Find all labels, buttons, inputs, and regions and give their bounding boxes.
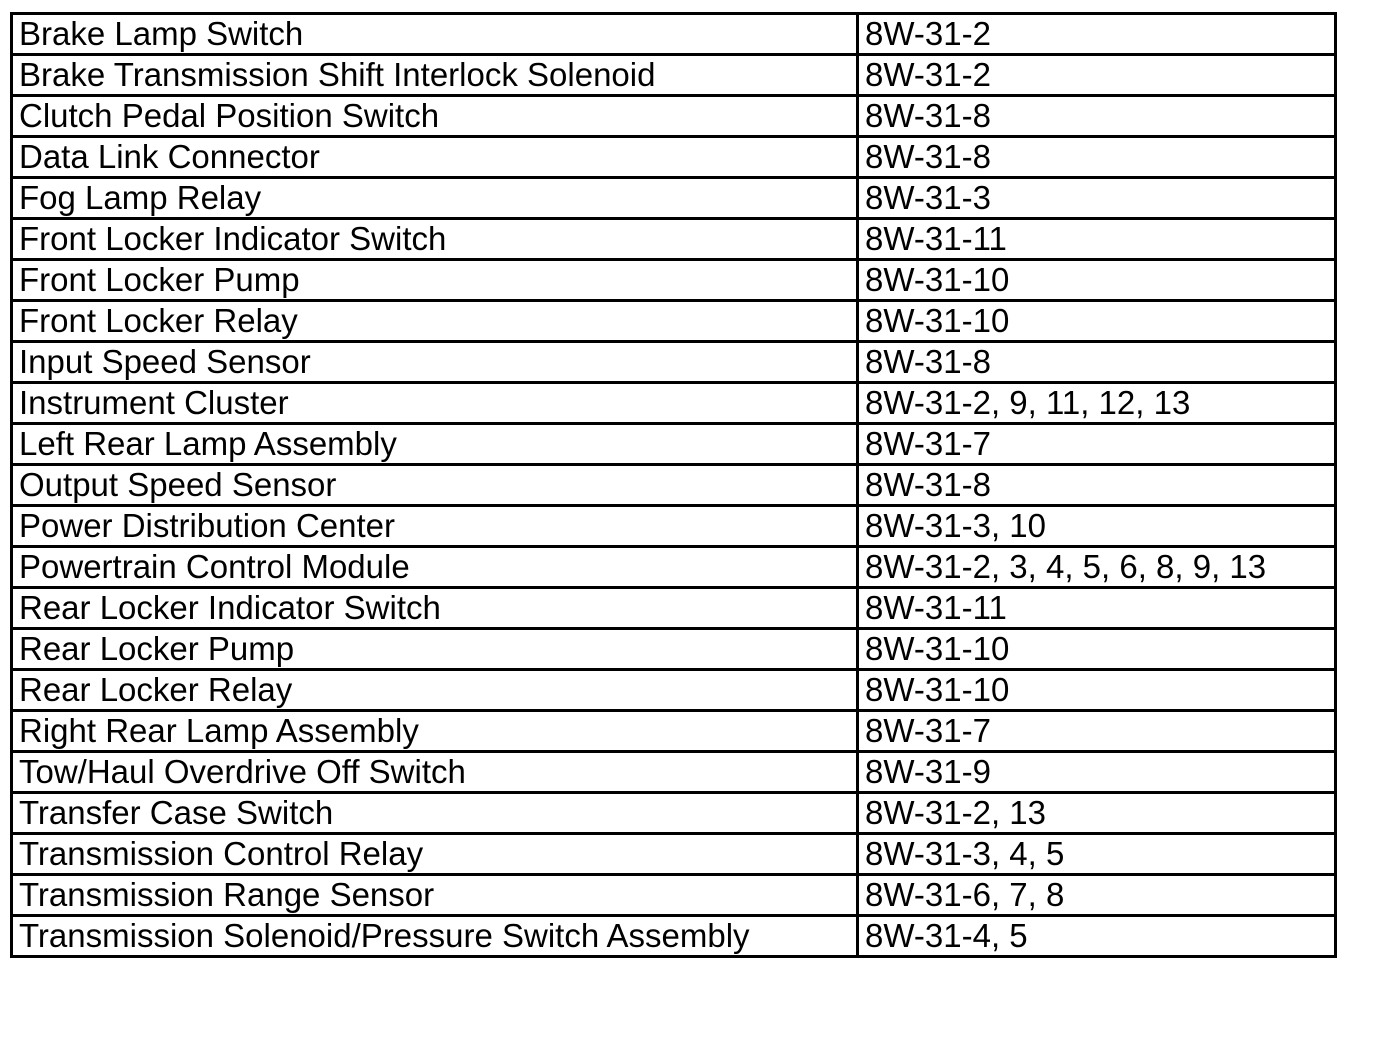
page-reference-cell: 8W-31-10 xyxy=(858,260,1336,301)
component-index-table-container xyxy=(10,12,1334,958)
page-reference-cell: 8W-31-11 xyxy=(858,588,1336,629)
component-name-cell: Power Distribution Center xyxy=(12,506,858,547)
page-reference-cell: 8W-31-3 xyxy=(858,178,1336,219)
table-row xyxy=(12,793,1336,834)
component-name-cell: Instrument Cluster xyxy=(12,383,858,424)
page-reference-cell: 8W-31-11 xyxy=(858,219,1336,260)
table-row xyxy=(12,506,1336,547)
page-reference-cell: 8W-31-4, 5 xyxy=(858,916,1336,957)
table-row xyxy=(12,834,1336,875)
table-row xyxy=(12,301,1336,342)
page-reference-cell: 8W-31-7 xyxy=(858,424,1336,465)
page-reference-cell: 8W-31-7 xyxy=(858,711,1336,752)
page-reference-cell: 8W-31-8 xyxy=(858,342,1336,383)
page-reference-cell: 8W-31-2 xyxy=(858,55,1336,96)
table-row xyxy=(12,752,1336,793)
page-reference-cell: 8W-31-2 xyxy=(858,14,1336,55)
table-row xyxy=(12,424,1336,465)
component-name-cell: Transmission Range Sensor xyxy=(12,875,858,916)
component-name-cell: Front Locker Indicator Switch xyxy=(12,219,858,260)
table-row xyxy=(12,96,1336,137)
component-name-cell: Front Locker Relay xyxy=(12,301,858,342)
table-row xyxy=(12,547,1336,588)
component-name-cell: Clutch Pedal Position Switch xyxy=(12,96,858,137)
component-name-cell: Tow/Haul Overdrive Off Switch xyxy=(12,752,858,793)
component-name-cell: Fog Lamp Relay xyxy=(12,178,858,219)
page-reference-cell: 8W-31-8 xyxy=(858,465,1336,506)
component-name-cell: Rear Locker Indicator Switch xyxy=(12,588,858,629)
page-reference-cell: 8W-31-3, 4, 5 xyxy=(858,834,1336,875)
page-reference-cell: 8W-31-9 xyxy=(858,752,1336,793)
component-name-cell: Right Rear Lamp Assembly xyxy=(12,711,858,752)
table-row xyxy=(12,465,1336,506)
page-reference-cell: 8W-31-3, 10 xyxy=(858,506,1336,547)
component-name-cell: Powertrain Control Module xyxy=(12,547,858,588)
component-name-cell: Brake Lamp Switch xyxy=(12,14,858,55)
component-name-cell: Front Locker Pump xyxy=(12,260,858,301)
page-reference-cell: 8W-31-2, 3, 4, 5, 6, 8, 9, 13 xyxy=(858,547,1336,588)
table-row xyxy=(12,875,1336,916)
table-row xyxy=(12,178,1336,219)
component-index-table xyxy=(10,12,1337,958)
table-row xyxy=(12,670,1336,711)
table-row xyxy=(12,137,1336,178)
component-name-cell: Brake Transmission Shift Interlock Solenoid xyxy=(12,55,858,96)
table-row xyxy=(12,711,1336,752)
table-row xyxy=(12,916,1336,957)
page-reference-cell: 8W-31-2, 13 xyxy=(858,793,1336,834)
component-name-cell: Rear Locker Relay xyxy=(12,670,858,711)
page-reference-cell: 8W-31-10 xyxy=(858,629,1336,670)
table-row xyxy=(12,588,1336,629)
table-row xyxy=(12,219,1336,260)
component-name-cell: Transmission Control Relay xyxy=(12,834,858,875)
component-name-cell: Data Link Connector xyxy=(12,137,858,178)
table-row xyxy=(12,260,1336,301)
page-reference-cell: 8W-31-8 xyxy=(858,96,1336,137)
component-name-cell: Rear Locker Pump xyxy=(12,629,858,670)
component-name-cell: Transmission Solenoid/Pressure Switch Assembly xyxy=(12,916,858,957)
page-reference-cell: 8W-31-6, 7, 8 xyxy=(858,875,1336,916)
table-row xyxy=(12,342,1336,383)
component-name-cell: Left Rear Lamp Assembly xyxy=(12,424,858,465)
table-row xyxy=(12,55,1336,96)
component-name-cell: Input Speed Sensor xyxy=(12,342,858,383)
page-reference-cell: 8W-31-10 xyxy=(858,301,1336,342)
table-row xyxy=(12,629,1336,670)
page-reference-cell: 8W-31-10 xyxy=(858,670,1336,711)
component-name-cell: Output Speed Sensor xyxy=(12,465,858,506)
table-row xyxy=(12,383,1336,424)
page-reference-cell: 8W-31-2, 9, 11, 12, 13 xyxy=(858,383,1336,424)
table-row xyxy=(12,14,1336,55)
page-reference-cell: 8W-31-8 xyxy=(858,137,1336,178)
component-name-cell: Transfer Case Switch xyxy=(12,793,858,834)
